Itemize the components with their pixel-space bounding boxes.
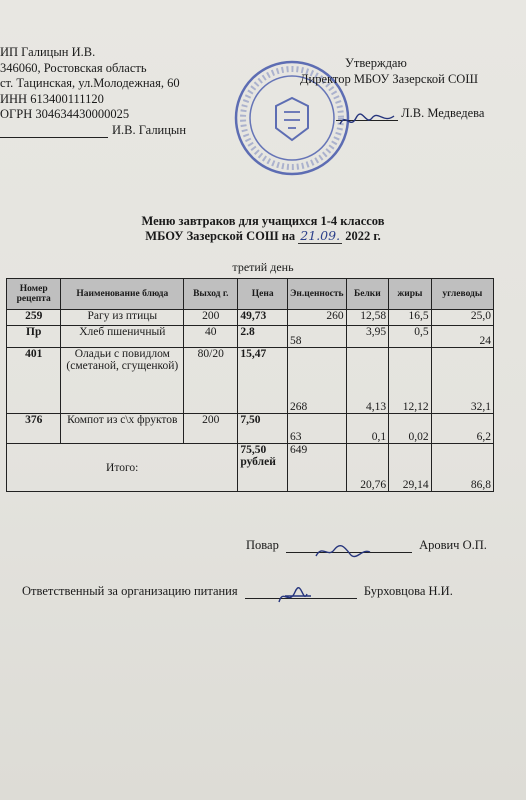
header-price: Цена <box>238 279 288 310</box>
row-protein: 3,95 <box>346 326 389 348</box>
supplier-ogrn: ОГРН 304634430000025 <box>0 107 130 121</box>
menu-subtitle-prefix: МБОУ Зазерской СОШ на <box>145 229 296 243</box>
row-num: 376 <box>7 414 61 444</box>
supplier-block <box>0 45 186 138</box>
row-num: 259 <box>7 310 61 326</box>
supplier-address1: 346060, Ростовская область <box>0 60 147 75</box>
menu-table <box>6 278 494 492</box>
header-kcal: Эн.ценность <box>287 279 346 310</box>
responsible-label: Ответственный за организацию питания <box>22 584 238 598</box>
total-carbs: 86,8 <box>431 444 493 492</box>
row-kcal: 260 <box>287 310 346 326</box>
director-title: Директор МБОУ Зазерской СОШ <box>300 72 478 86</box>
table-row <box>7 326 494 348</box>
row-protein: 4,13 <box>346 348 389 414</box>
table-row <box>7 414 494 444</box>
row-fat: 12,12 <box>389 348 432 414</box>
row-name: Рагу из птицы <box>61 310 184 326</box>
total-kcal: 649 <box>287 444 346 492</box>
responsible-signature-row <box>22 584 453 599</box>
row-kcal: 268 <box>287 348 346 414</box>
row-name: Компот из с\х фруктов <box>61 414 184 444</box>
row-num: Пр <box>7 326 61 348</box>
header-num: Номер рецепта <box>7 279 61 310</box>
row-carbs: 32,1 <box>431 348 493 414</box>
director-name: Л.В. Медведева <box>401 106 485 120</box>
row-price: 7,50 <box>238 414 288 444</box>
row-num: 401 <box>7 348 61 414</box>
approve-label: Утверждаю <box>345 56 407 70</box>
row-output: 80/20 <box>184 348 238 414</box>
day-label: третий день <box>232 260 294 274</box>
supplier-signature-row <box>0 123 186 139</box>
menu-subtitle <box>0 228 526 244</box>
row-kcal: 58 <box>287 326 346 348</box>
cook-signature-row <box>246 538 487 553</box>
row-output: 200 <box>184 414 238 444</box>
director-signature-icon <box>336 112 398 130</box>
row-fat: 0,5 <box>389 326 432 348</box>
supplier-signature-line <box>0 137 108 138</box>
menu-subtitle-suffix: 2022 г. <box>345 229 381 243</box>
cook-label: Повар <box>246 538 279 552</box>
row-name: Оладьи с повидлом (сметаной, сгущенкой) <box>61 348 184 414</box>
table-row <box>7 348 494 414</box>
row-output: 40 <box>184 326 238 348</box>
responsible-signature-line <box>245 598 357 599</box>
row-protein: 12,58 <box>346 310 389 326</box>
total-label: Итого: <box>7 444 238 492</box>
table-header-row <box>7 279 494 310</box>
total-protein: 20,76 <box>346 444 389 492</box>
responsible-name: Бурховцова Н.И. <box>363 584 453 598</box>
total-fat: 29,14 <box>389 444 432 492</box>
header-fat: жиры <box>389 279 432 310</box>
table-row <box>7 310 494 326</box>
supplier-signatory: И.В. Галицын <box>112 122 187 137</box>
header-name: Наименование блюда <box>61 279 184 310</box>
header-protein: Белки <box>346 279 389 310</box>
table-total-row <box>7 444 494 492</box>
row-kcal: 63 <box>287 414 346 444</box>
row-output: 200 <box>184 310 238 326</box>
row-protein: 0,1 <box>346 414 389 444</box>
cook-name: Арович О.П. <box>419 538 487 552</box>
supplier-org: ИП Галицын И.В. <box>0 45 96 59</box>
responsible-signature-icon <box>245 586 357 608</box>
header-carbs: углеводы <box>431 279 493 310</box>
row-price: 49,73 <box>238 310 288 326</box>
supplier-inn: ИНН 613400111120 <box>0 91 104 106</box>
row-carbs: 25,0 <box>431 310 493 326</box>
cook-signature-icon <box>286 542 412 562</box>
row-carbs: 24 <box>431 326 493 348</box>
row-price: 2.8 <box>238 326 288 348</box>
cook-signature-line <box>286 552 412 553</box>
row-fat: 16,5 <box>389 310 432 326</box>
row-name: Хлеб пшеничный <box>61 326 184 348</box>
row-price: 15,47 <box>238 348 288 414</box>
director-signature-line <box>336 120 398 121</box>
supplier-address2: ст. Тацинская, ул.Молодежная, 60 <box>0 76 180 90</box>
header-output: Выход г. <box>184 279 238 310</box>
director-signature-row <box>336 106 484 121</box>
total-price: 75,50 рублей <box>238 444 288 492</box>
menu-date: 21.09. <box>300 228 341 243</box>
row-fat: 0,02 <box>389 414 432 444</box>
menu-title: Меню завтраков для учащихся 1-4 классов <box>141 214 385 228</box>
row-carbs: 6,2 <box>431 414 493 444</box>
